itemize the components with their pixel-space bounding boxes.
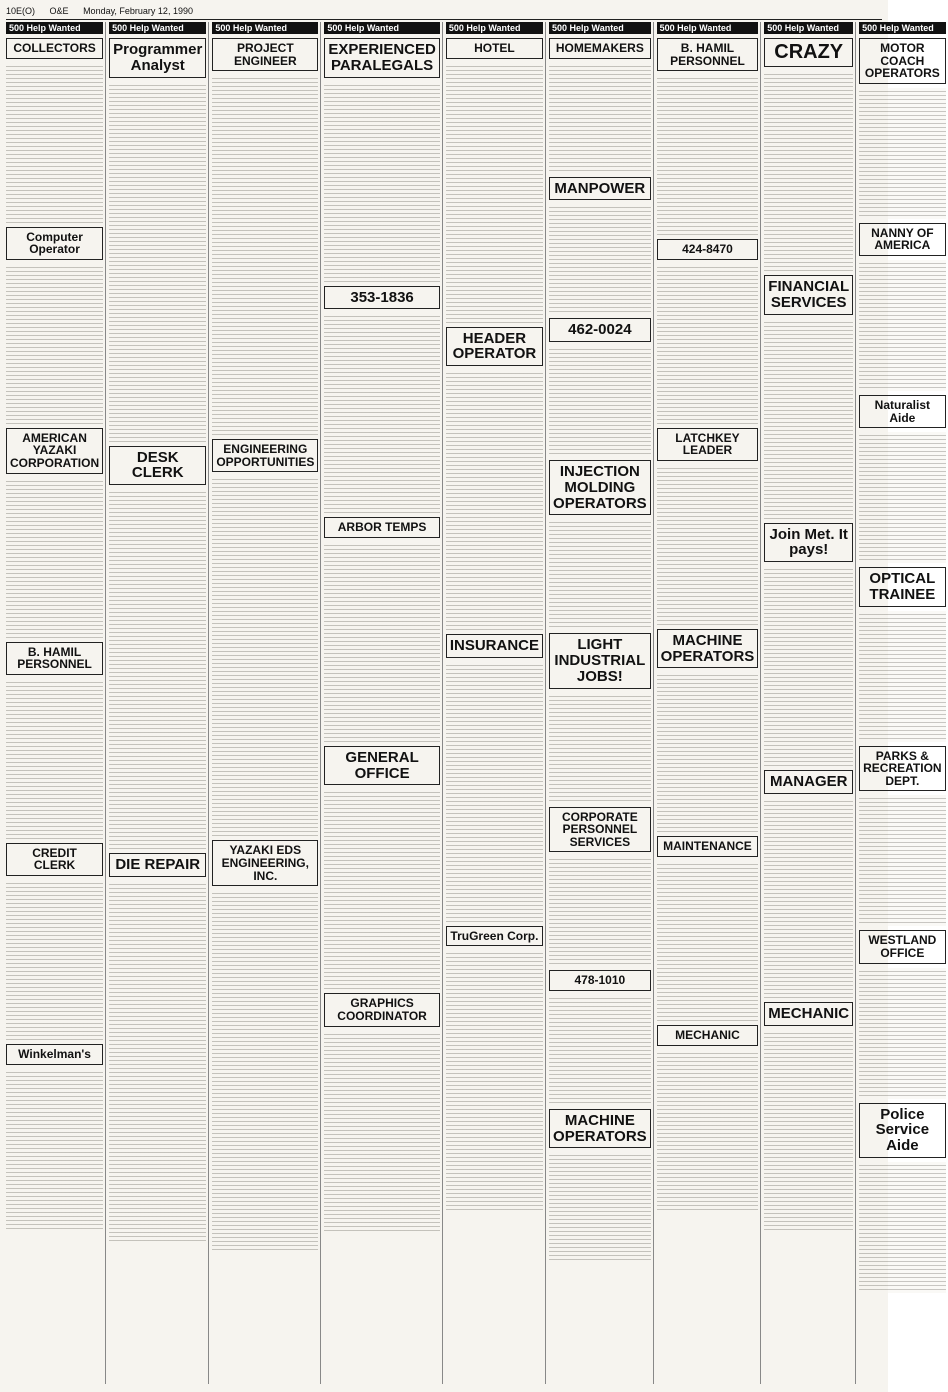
ad-body-text — [549, 856, 651, 966]
ad-headline: FINANCIAL SERVICES — [764, 275, 853, 315]
ad-body-text — [859, 432, 945, 563]
section-header: 500 Help Wanted — [6, 22, 103, 34]
ad-headline: EXPERIENCED PARALEGALS — [324, 38, 440, 78]
ad-headline: LATCHKEY LEADER — [657, 428, 759, 461]
ad-body-text — [657, 1050, 759, 1210]
issue-date: Monday, February 12, 1990 — [83, 6, 193, 16]
classified-column — [446, 22, 546, 1384]
ad-headline: GENERAL OFFICE — [324, 746, 440, 786]
classified-column — [657, 22, 762, 1384]
ad-headline: CREDIT CLERK — [6, 843, 103, 876]
ad-body-text — [859, 1162, 945, 1293]
ad-body-text — [109, 489, 206, 849]
ad-headline: DIE REPAIR — [109, 853, 206, 877]
ad-body-text — [6, 478, 103, 638]
ad-headline: 478-1010 — [549, 970, 651, 991]
ad-body-text — [859, 795, 945, 926]
ad-headline: HEADER OPERATOR — [446, 327, 543, 367]
classified-column — [764, 22, 856, 1384]
ad-body-text — [657, 672, 759, 832]
ad-headline: PARKS & RECREATION DEPT. — [859, 746, 945, 792]
ad-body-text — [446, 370, 543, 630]
ad-headline: 353-1836 — [324, 286, 440, 310]
classified-column — [859, 22, 947, 1384]
ad-body-text — [764, 798, 853, 998]
ad-body-text — [764, 319, 853, 519]
ad-headline: 462-0024 — [549, 318, 651, 342]
ad-body-text — [324, 542, 440, 742]
ad-headline: MACHINE OPERATORS — [657, 629, 759, 669]
ad-body-text — [109, 82, 206, 442]
ad-headline: MACHINE OPERATORS — [549, 1109, 651, 1149]
ad-headline: MECHANIC — [764, 1002, 853, 1026]
ad-body-text — [657, 75, 759, 235]
ad-body-text — [657, 264, 759, 424]
ad-body-text — [446, 63, 543, 323]
paper-name: O&E — [49, 6, 69, 16]
section-header: 500 Help Wanted — [212, 22, 318, 34]
ad-headline: MANPOWER — [549, 177, 651, 201]
ad-body-text — [764, 71, 853, 271]
ad-headline: B. HAMIL PERSONNEL — [6, 642, 103, 675]
ad-body-text — [549, 63, 651, 173]
ad-body-text — [549, 693, 651, 803]
ad-body-text — [324, 789, 440, 989]
ad-headline: PROJECT ENGINEER — [212, 38, 318, 71]
ad-headline: OPTICAL TRAINEE — [859, 567, 945, 607]
ad-headline: AMERICAN YAZAKI CORPORATION — [6, 428, 103, 474]
ad-body-text — [549, 346, 651, 456]
ad-headline: INJECTION MOLDING OPERATORS — [549, 460, 651, 515]
section-header: 500 Help Wanted — [109, 22, 206, 34]
ad-body-text — [446, 662, 543, 922]
ad-headline: Naturalist Aide — [859, 395, 945, 428]
page-number: 10E(O) — [6, 6, 36, 16]
ad-headline: MANAGER — [764, 770, 853, 794]
ad-body-text — [549, 995, 651, 1105]
ad-headline: ARBOR TEMPS — [324, 517, 440, 538]
ad-body-text — [549, 204, 651, 314]
ad-body-text — [859, 611, 945, 742]
ad-headline: GRAPHICS COORDINATOR — [324, 993, 440, 1026]
ad-headline: Join Met. It pays! — [764, 523, 853, 563]
ad-headline: WESTLAND OFFICE — [859, 930, 945, 963]
classified-columns — [6, 22, 942, 1384]
ad-headline: 424-8470 — [657, 239, 759, 260]
ad-headline: MAINTENANCE — [657, 836, 759, 857]
ad-headline: COLLECTORS — [6, 38, 103, 59]
ad-body-text — [6, 880, 103, 1040]
ad-body-text — [764, 566, 853, 766]
ad-body-text — [109, 881, 206, 1241]
section-header: 500 Help Wanted — [549, 22, 651, 34]
masthead-rule — [6, 19, 882, 20]
ad-headline: INSURANCE — [446, 634, 543, 658]
ad-body-text — [859, 968, 945, 1099]
ad-body-text — [657, 861, 759, 1021]
ad-body-text — [859, 88, 945, 219]
section-header: 500 Help Wanted — [859, 22, 945, 34]
ad-headline: ENGINEERING OPPORTUNITIES — [212, 439, 318, 472]
ad-body-text — [6, 63, 103, 223]
classified-column — [212, 22, 321, 1384]
ad-body-text — [6, 679, 103, 839]
ad-headline: Winkelman's — [6, 1044, 103, 1065]
section-header: 500 Help Wanted — [657, 22, 759, 34]
ad-headline: Computer Operator — [6, 227, 103, 260]
ad-headline: MECHANIC — [657, 1025, 759, 1046]
ad-body-text — [549, 1152, 651, 1262]
ad-body-text — [324, 313, 440, 513]
ad-headline: CRAZY — [764, 38, 853, 67]
ad-body-text — [324, 82, 440, 282]
ad-body-text — [212, 75, 318, 435]
classified-column — [549, 22, 654, 1384]
ad-headline: NANNY OF AMERICA — [859, 223, 945, 256]
ad-headline: HOTEL — [446, 38, 543, 59]
ad-body-text — [6, 1069, 103, 1229]
ad-body-text — [859, 260, 945, 391]
classified-column — [324, 22, 443, 1384]
ad-headline: DESK CLERK — [109, 446, 206, 486]
ad-headline: Programmer Analyst — [109, 38, 206, 78]
section-header: 500 Help Wanted — [446, 22, 543, 34]
ad-body-text — [549, 519, 651, 629]
masthead — [6, 4, 882, 18]
ad-body-text — [212, 476, 318, 836]
section-header: 500 Help Wanted — [764, 22, 853, 34]
section-header: 500 Help Wanted — [324, 22, 440, 34]
ad-body-text — [6, 264, 103, 424]
ad-headline: YAZAKI EDS ENGINEERING, INC. — [212, 840, 318, 886]
ad-headline: TruGreen Corp. — [446, 926, 543, 947]
ad-body-text — [212, 890, 318, 1250]
classified-column — [6, 22, 106, 1384]
ad-headline: LIGHT INDUSTRIAL JOBS! — [549, 633, 651, 688]
ad-body-text — [657, 465, 759, 625]
ad-headline: CORPORATE PERSONNEL SERVICES — [549, 807, 651, 853]
ad-headline: MOTOR COACH OPERATORS — [859, 38, 945, 84]
ad-body-text — [764, 1030, 853, 1230]
ad-body-text — [324, 1031, 440, 1231]
ad-headline: HOMEMAKERS — [549, 38, 651, 59]
classified-column — [109, 22, 209, 1384]
ad-headline: B. HAMIL PERSONNEL — [657, 38, 759, 71]
ad-body-text — [446, 950, 543, 1210]
ad-headline: Police Service Aide — [859, 1103, 945, 1158]
